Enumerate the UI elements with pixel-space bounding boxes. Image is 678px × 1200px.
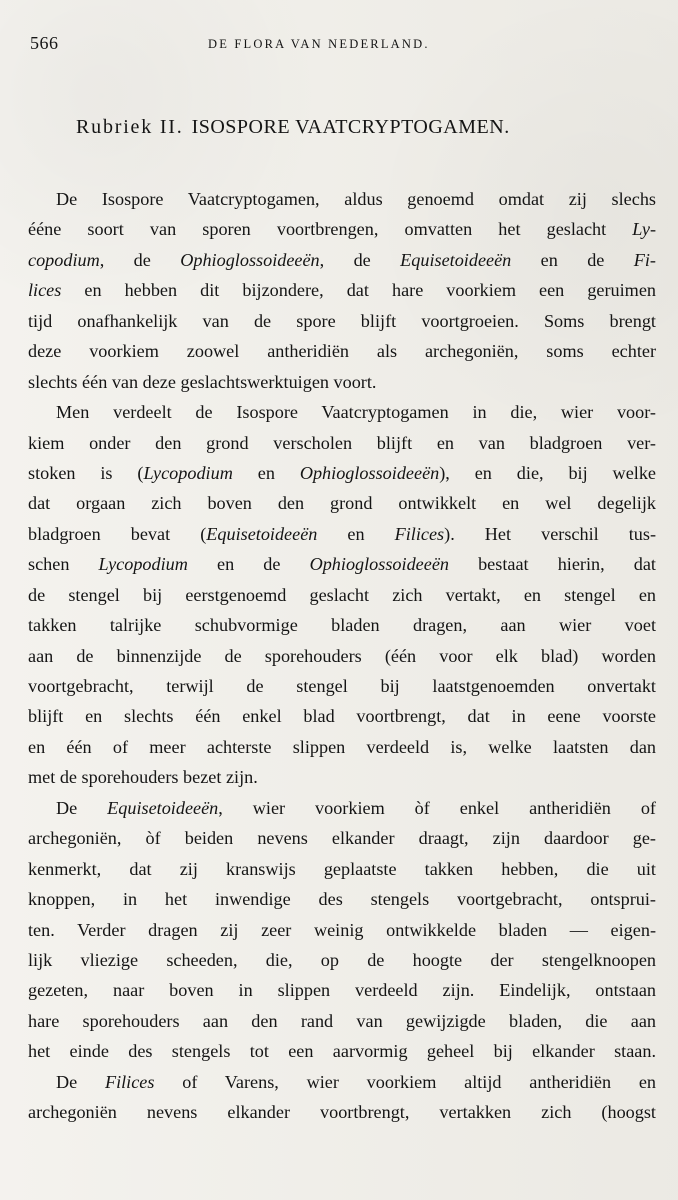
text-line: slechts één van deze geslachtswerktuigen voort. <box>28 371 377 392</box>
text-line: en één of meer achterste slippen verdeeld is, welke laatsten dan <box>28 736 656 757</box>
text-line: De Equisetoideeën, wier voorkiem òf enkel antheridiën of <box>56 797 656 818</box>
text-line: Men verdeelt de Isospore Vaatcryptogamen in die, wier voor- <box>56 402 656 423</box>
text-line: blijft en slechts één enkel blad voortbrengt, dat in eene voorste <box>28 706 656 727</box>
text-line: knoppen, in het inwendige des stengels voortgebracht, ontsprui- <box>28 889 656 910</box>
text-line: archegoniën nevens elkander voortbrengt, vertakken zich (hoogst <box>28 1102 656 1123</box>
section-label: Rubriek II. <box>76 116 184 138</box>
text-line: kenmerkt, dat zij kranswijs geplaatste takken hebben, die uit <box>28 858 656 879</box>
text-line: stoken is (Lycopodium en Ophioglossoideeën), en die, bij welke <box>28 462 656 483</box>
text-line: hare sporehouders aan den rand van gewijzigde bladen, die aan <box>28 1010 656 1031</box>
text-line: tijd onafhankelijk van de spore blijft voortgroeien. Soms brengt <box>28 310 656 331</box>
text-line: met de sporehouders bezet zijn. <box>28 767 258 788</box>
text-line: het einde des stengels tot een aarvormig geheel bij elkander staan. <box>28 1041 656 1062</box>
text-line: de stengel bij eerstgenoemd geslacht zich vertakt, en stengel en <box>28 584 656 605</box>
text-line: copodium, de Ophioglossoideeën, de Equisetoideeën en de Fi- <box>28 249 656 270</box>
text-line: kiem onder den grond verscholen blijft en van bladgroen ver- <box>28 432 656 453</box>
text-line: De Isospore Vaatcryptogamen, aldus genoemd omdat zij slechs <box>56 189 656 209</box>
text-line: deze voorkiem zoowel antheridiën als archegoniën, soms echter <box>28 341 656 362</box>
text-line: ééne soort van sporen voortbrengen, omvatten het geslacht Ly- <box>28 219 656 240</box>
page-header <box>30 33 658 53</box>
text-line: voortgebracht, terwijl de stengel bij laatstgenoemden onvertakt <box>28 676 656 696</box>
text-line: lijk vliezige scheeden, die, op de hoogte der stengelknoopen <box>28 949 656 970</box>
section-heading: ISOSPORE VAATCRYPTOGAMEN. <box>191 116 510 138</box>
text-line: De Filices of Varens, wier voorkiem altijd antheridiën en <box>56 1071 656 1092</box>
text-line: ten. Verder dragen zij zeer weinig ontwikkelde bladen — eigen- <box>28 919 656 940</box>
text-line: lices en hebben dit bijzondere, dat hare voorkiem een geruimen <box>28 280 656 301</box>
text-line: archegoniën, òf beiden nevens elkander draagt, zijn daardoor ge- <box>28 828 656 849</box>
text-line: schen Lycopodium en de Ophioglossoideeën bestaat hierin, dat <box>28 554 656 575</box>
text-line: aan de binnenzijde de sporehouders (één voor elk blad) worden <box>28 645 656 666</box>
running-head: DE FLORA VAN NEDERLAND. <box>208 37 430 51</box>
page-number: 566 <box>30 33 59 53</box>
section-title <box>76 116 636 139</box>
text-line: gezeten, naar boven in slippen verdeeld zijn. Eindelijk, ontstaan <box>28 980 656 1001</box>
text-line: dat orgaan zich boven den grond ontwikkelt en wel degelijk <box>28 493 656 514</box>
body-text <box>28 184 656 1128</box>
text-line: bladgroen bevat (Equisetoideeën en Filices). Het verschil tus- <box>28 523 656 544</box>
text-line: takken talrijke schubvormige bladen dragen, aan wier voet <box>28 615 656 636</box>
